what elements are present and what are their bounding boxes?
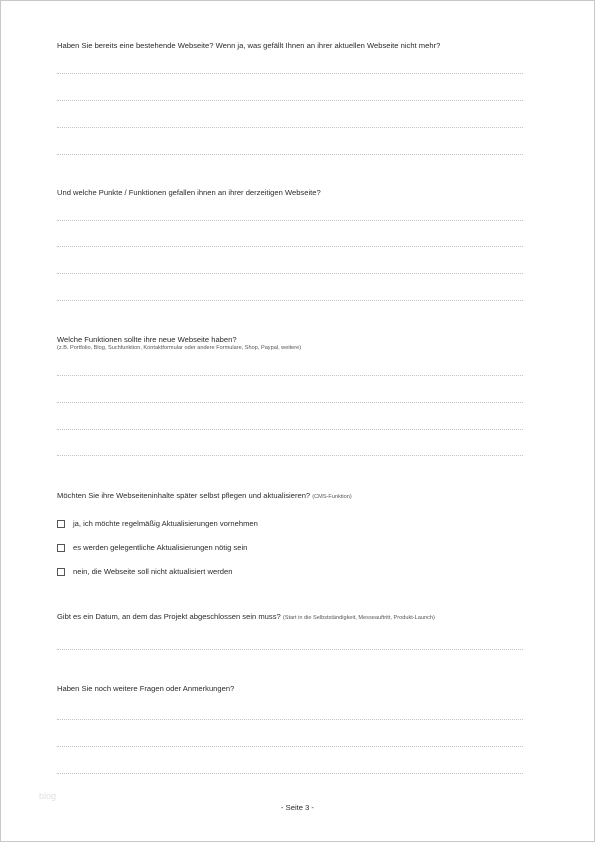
question-current-website: Haben Sie bereits eine bestehende Webseite? Wenn ja, was gefällt Ihnen an ihrer aktuellen Webseite nicht mehr? [57, 41, 441, 50]
checkbox-icon[interactable] [57, 544, 65, 552]
answer-line[interactable] [57, 127, 523, 128]
cms-option-label: nein, die Webseite soll nicht aktualisiert werden [73, 567, 233, 576]
answer-line[interactable] [57, 100, 523, 101]
answer-line[interactable] [57, 649, 523, 650]
question-cms [57, 491, 352, 502]
answer-line[interactable] [57, 719, 523, 720]
answer-line[interactable] [57, 300, 523, 301]
answer-line[interactable] [57, 73, 523, 74]
checkbox-icon[interactable] [57, 568, 65, 576]
cms-option-regular[interactable] [57, 519, 258, 529]
answer-line[interactable] [57, 220, 523, 221]
question-cms-text: Möchten Sie ihre Webseiteninhalte später selbst pflegen und aktualisieren? [57, 491, 311, 500]
question-cms-hint: (CMS-Funktion) [312, 494, 352, 500]
answer-line[interactable] [57, 273, 523, 274]
question-liked-features: Und welche Punkte / Funktionen gefallen ihnen an ihrer derzeitigen Webseite? [57, 188, 321, 197]
watermark: blog [39, 791, 57, 801]
checkbox-icon[interactable] [57, 520, 65, 528]
cms-option-label: ja, ich möchte regelmäßig Aktualisierungen vornehmen [73, 519, 258, 528]
answer-line[interactable] [57, 375, 523, 376]
question-new-functions-hint: (z.B. Portfolio, Blog, Suchfunktion, Kontaktformular oder andere Formulare, Shop, Paypal, weitere) [57, 345, 302, 351]
question-deadline-text: Gibt es ein Datum, an dem das Projekt abgeschlossen sein muss? [57, 612, 281, 621]
answer-line[interactable] [57, 246, 523, 247]
cms-option-none[interactable] [57, 567, 232, 577]
question-deadline [57, 612, 435, 623]
question-new-functions: Welche Funktionen sollte ihre neue Webseite haben? [57, 335, 237, 344]
page-number: - Seite 3 - [281, 803, 314, 812]
answer-line[interactable] [57, 402, 523, 403]
answer-line[interactable] [57, 455, 523, 456]
answer-line[interactable] [57, 746, 523, 747]
answer-line[interactable] [57, 154, 523, 155]
cms-option-label: es werden gelegentliche Aktualisierungen nötig sein [73, 543, 248, 552]
question-deadline-hint: (Start in die Selbstständigkeit, Messeauftritt, Produkt-Launch) [282, 615, 435, 621]
question-further-remarks: Haben Sie noch weitere Fragen oder Anmerkungen? [57, 684, 235, 693]
cms-option-occasional[interactable] [57, 543, 247, 553]
answer-line[interactable] [57, 429, 523, 430]
answer-line[interactable] [57, 773, 523, 774]
